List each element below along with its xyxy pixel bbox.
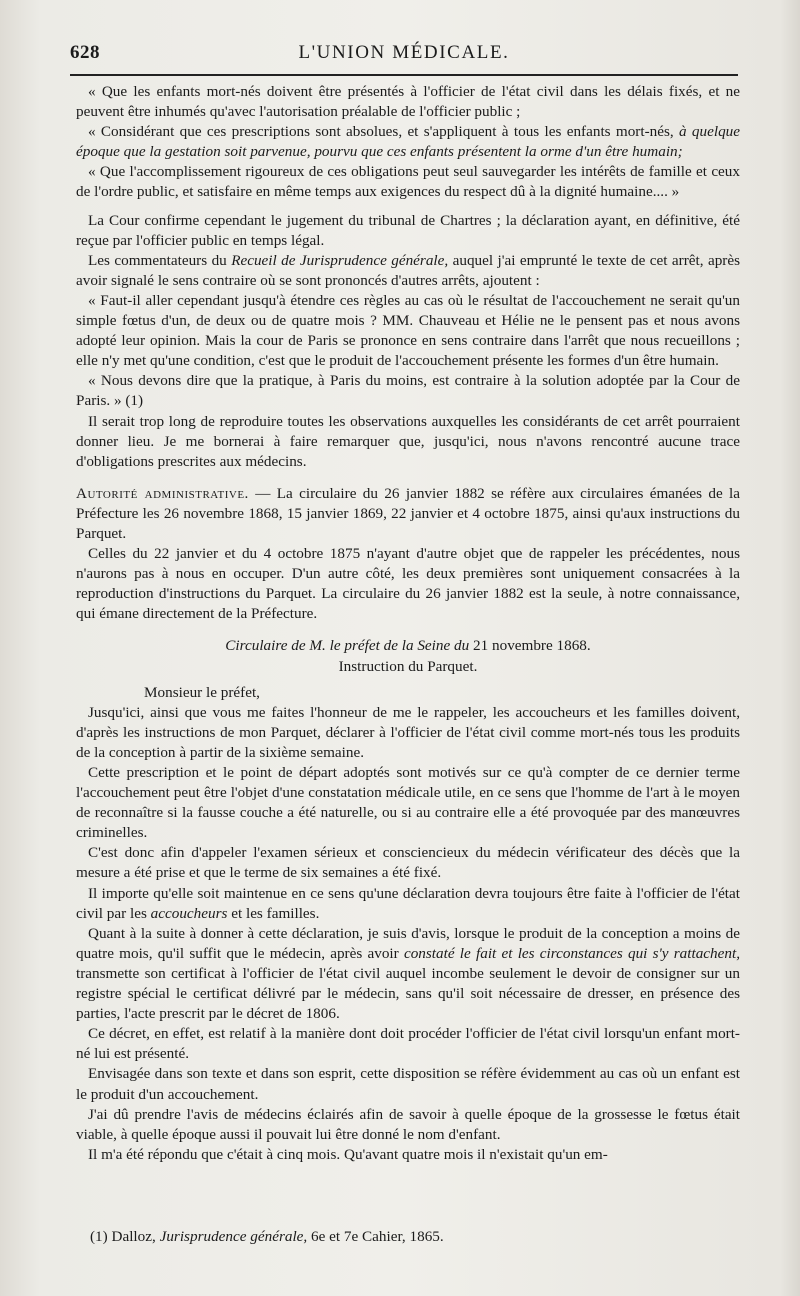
paragraph: Il importe qu'elle soit maintenue en ce sens qu'une déclaration devra toujours être faite à l'officier de l'état civil par les accoucheurs et les familles.	[76, 884, 740, 922]
paragraph: Jusqu'ici, ainsi que vous me faites l'honneur de me le rappeler, les accoucheurs et les familles doivent, d'après les instructions de mon Parquet, déclarer à l'officier de l'état civil comme mort-nés tous les produits de la conception à partir de la sixième semaine.	[76, 703, 740, 761]
paragraph: « Que l'accomplissement rigoureux de ces obligations peut seul sauvegarder les intérêts de famille et ceux de l'ordre public, et satisfaire en même temps aux exigences du respect dû à la dignité humaine.... »	[76, 163, 740, 201]
salutation: Monsieur le préfet,	[144, 683, 260, 701]
paragraph: Autorité administrative. — La circulaire du 26 janvier 1882 se réfère aux circulaires émanées de la Préfecture les 26 novembre 1868, 15 janvier 1869, 22 janvier et 4 octobre 1875, ainsi qu'aux instructions du Parquet.	[76, 484, 741, 542]
paragraph: C'est donc afin d'appeler l'examen sérieux et consciencieux du médecin vérificateur des décès que la mesure a été prise et que le terme de six semaines a été fixé.	[76, 844, 740, 882]
paragraph: Cette prescription et le point de départ adoptés sont motivés sur ce qu'à compter de ce dernier terme l'accouchement peut être l'objet d'une constatation médicale utile, en ce sens que l'homme de l'art à le moyen de reconnaître si la fausse couche a été naturelle, ou si au contraire elle a été provoquée par des manœuvres criminelles.	[76, 764, 740, 842]
paragraph: « Considérant que ces prescriptions sont absolues, et s'appliquent à tous les enfants mort-nés, à quelque époque que la gestation soit parvenue, pourvu que ces enfants présentent la orme d'un être humain;	[76, 123, 740, 161]
paragraph: J'ai dû prendre l'avis de médecins éclairés afin de savoir à quelle époque de la grossesse le fœtus était viable, à quelle époque aussi il pouvait lui être donné le nom d'enfant.	[76, 1105, 740, 1143]
paragraph: Quant à la suite à donner à cette déclaration, je suis d'avis, lorsque le produit de la conception a moins de quatre mois, qu'il suffit que le médecin, après avoir constaté le fait et les circonstances qui s'y rattachent, transmette son certificat à l'officier de l'état civil auquel incombe seulement le devoir de consigner sur un registre spécial le certificat délivré par le médecin, sans qu'il soit nécessaire de dresser, en présence des parties, l'acte prescrit par le décret de 1806.	[76, 924, 740, 1023]
paragraph: Il m'a été répondu que c'était à cinq mois. Qu'avant quatre mois il n'existait qu'un em-	[88, 1145, 608, 1163]
running-title: L'UNION MÉDICALE.	[298, 42, 510, 63]
section-heading: Autorité administrative.	[76, 484, 249, 502]
main-text	[76, 82, 740, 1165]
italic-text: à quelque époque que la gestation soit parvenue, pourvu que ces enfants présentent la orme d'un être humain;	[76, 123, 740, 161]
paragraph: Il serait trop long de reproduire toutes les observations auxquelles les considérants de cet arrêt pourraient donner lieu. Je me bornerai à faire remarquer que, jusqu'ici, nous n'avons rencontré aucune trace d'obligations prescrites aux médecins.	[76, 412, 740, 470]
paragraph: « Que les enfants mort-nés doivent être présentés à l'officier de l'état civil dans les délais fixés, et ne peuvent être inhumés qu'avec l'autorisation préalable de l'officier public ;	[76, 83, 740, 121]
paragraph: Ce décret, en effet, est relatif à la manière dont doit procéder l'officier de l'état civil lorsqu'un enfant mort-né lui est présenté.	[76, 1025, 740, 1063]
paragraph: La Cour confirme cependant le jugement du tribunal de Chartres ; la déclaration ayant, en définitive, été reçue par l'officier public en temps légal.	[76, 211, 740, 249]
circular-subtitle: Instruction du Parquet.	[338, 657, 478, 675]
italic-text: Recueil de Jurisprudence générale,	[231, 251, 449, 269]
italic-text: accoucheurs	[150, 904, 228, 922]
page-header	[70, 38, 738, 68]
paragraph: « Faut-il aller cependant jusqu'à étendre ces règles au cas où le résultat de l'accouchement ne serait qu'un simple fœtus d'un, de deux ou de quatre mois ? MM. Chauveau et Hélie ne le pensent pas et nous avons adopté leur opinion. Mais la cour de Paris se prononce en sens contraire dans l'arrêt que nous recueillons ; elle n'y met qu'une condition, c'est que le produit de l'accouchement présente les formes d'un être humain.	[76, 291, 740, 370]
page-number: 628	[70, 42, 100, 63]
header-rule	[70, 74, 738, 76]
paragraph: Les commentateurs du Recueil de Jurisprudence générale, auquel j'ai emprunté le texte de cet arrêt, après avoir signalé le sens contraire où se sont prononcés d'autres arrêts, ajoutent :	[76, 251, 740, 289]
footnote: (1) Dalloz, Jurisprudence générale, 6e et 7e Cahier, 1865.	[90, 1228, 444, 1245]
paragraph: « Nous devons dire que la pratique, à Paris du moins, est contraire à la solution adoptée par la Cour de Paris. » (1)	[76, 372, 740, 410]
italic-text: constaté le fait et les circonstances qui s'y rattachent,	[403, 944, 740, 962]
circular-title: Circulaire de M. le préfet de la Seine du 21 novembre 1868.	[225, 637, 591, 655]
paragraph: Celles du 22 janvier et du 4 octobre 1875 n'ayant d'autre objet que de rappeler les précédentes, nous n'aurons pas à nous en occuper. D'un autre côté, les deux premières sont uniquement consacrées à la reproduction d'instructions du Parquet. La circulaire du 26 janvier 1882 est la seule, à notre connaissance, qui émane directement de la Préfecture.	[76, 545, 740, 623]
paragraph: Envisagée dans son texte et dans son esprit, cette disposition se réfère évidemment au cas où un enfant est le produit d'un accouchement.	[76, 1065, 740, 1103]
